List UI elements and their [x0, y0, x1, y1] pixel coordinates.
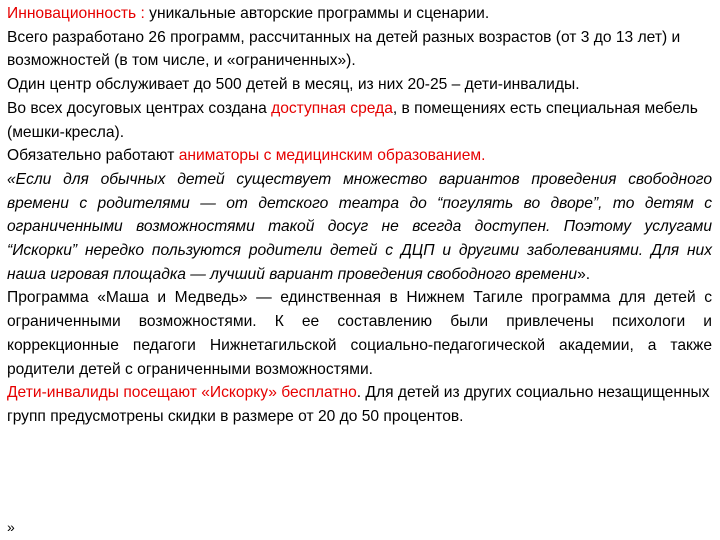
paragraph-parent-quote — [7, 168, 712, 287]
innovation-text: уникальные авторские программы и сценарии. — [144, 5, 490, 22]
animators-highlight: аниматоры с медицинским образованием — [178, 147, 482, 165]
accessible-highlight: доступная среда — [271, 99, 393, 117]
trailing-quote-mark: » — [7, 519, 15, 535]
accessible-after: , в помещениях есть специальная мебель (мешки-кресла). — [7, 99, 698, 141]
paragraph-capacity: Один центр обслуживает до 500 детей в месяц, из них 20-25 – дети-инвалиды. — [7, 76, 580, 94]
slide-text-body — [7, 2, 712, 429]
paragraph-innovation — [7, 2, 712, 26]
animators-after: . — [481, 147, 486, 165]
parent-quote-text: «Если для обычных детей существует множество вариантов проведения свободного времени с родителями — от детского театра до “погулять во дворе”, то детям с ограниченными возможностями такой досуг не всегда доступен. Поэтому услугами “Искорки” нередко пользуются родители детей с ДЦП и другими заболеваниями. Для них наша игровая площадка — лучший вариант проведения свободного времени — [7, 170, 712, 283]
parent-quote-closing: ». — [577, 265, 591, 283]
free-access-highlight: Дети-инвалиды посещают «Искорку» бесплатно — [7, 384, 357, 402]
paragraph-free-access — [7, 381, 712, 428]
paragraph-masha-program: Программа «Маша и Медведь» — единственная в Нижнем Тагиле программа для детей с ограниченными возможностями. К ее составлению были привлечены психологи и коррекционные педагоги Нижнетагильской социально-педагогической академии, а также родители детей с ограниченными возможностями. — [7, 289, 712, 378]
animators-before: Обязательно работают — [7, 147, 179, 165]
paragraph-animators — [7, 144, 712, 168]
paragraph-accessible-environment — [7, 97, 712, 144]
innovation-label: Инновационность : — [7, 5, 145, 22]
free-access-after: . Для детей из других социально незащищенных групп предусмотрены скидки в размере от 20 до 50 процентов. — [7, 384, 710, 425]
paragraph-programs-count: Всего разработано 26 программ, рассчитанных на детей разных возрастов (от 3 до 13 лет) и возможностей (в том числе, и «ограниченных»). — [7, 28, 681, 70]
accessible-before: Во всех досуговых центрах создана — [7, 99, 272, 117]
